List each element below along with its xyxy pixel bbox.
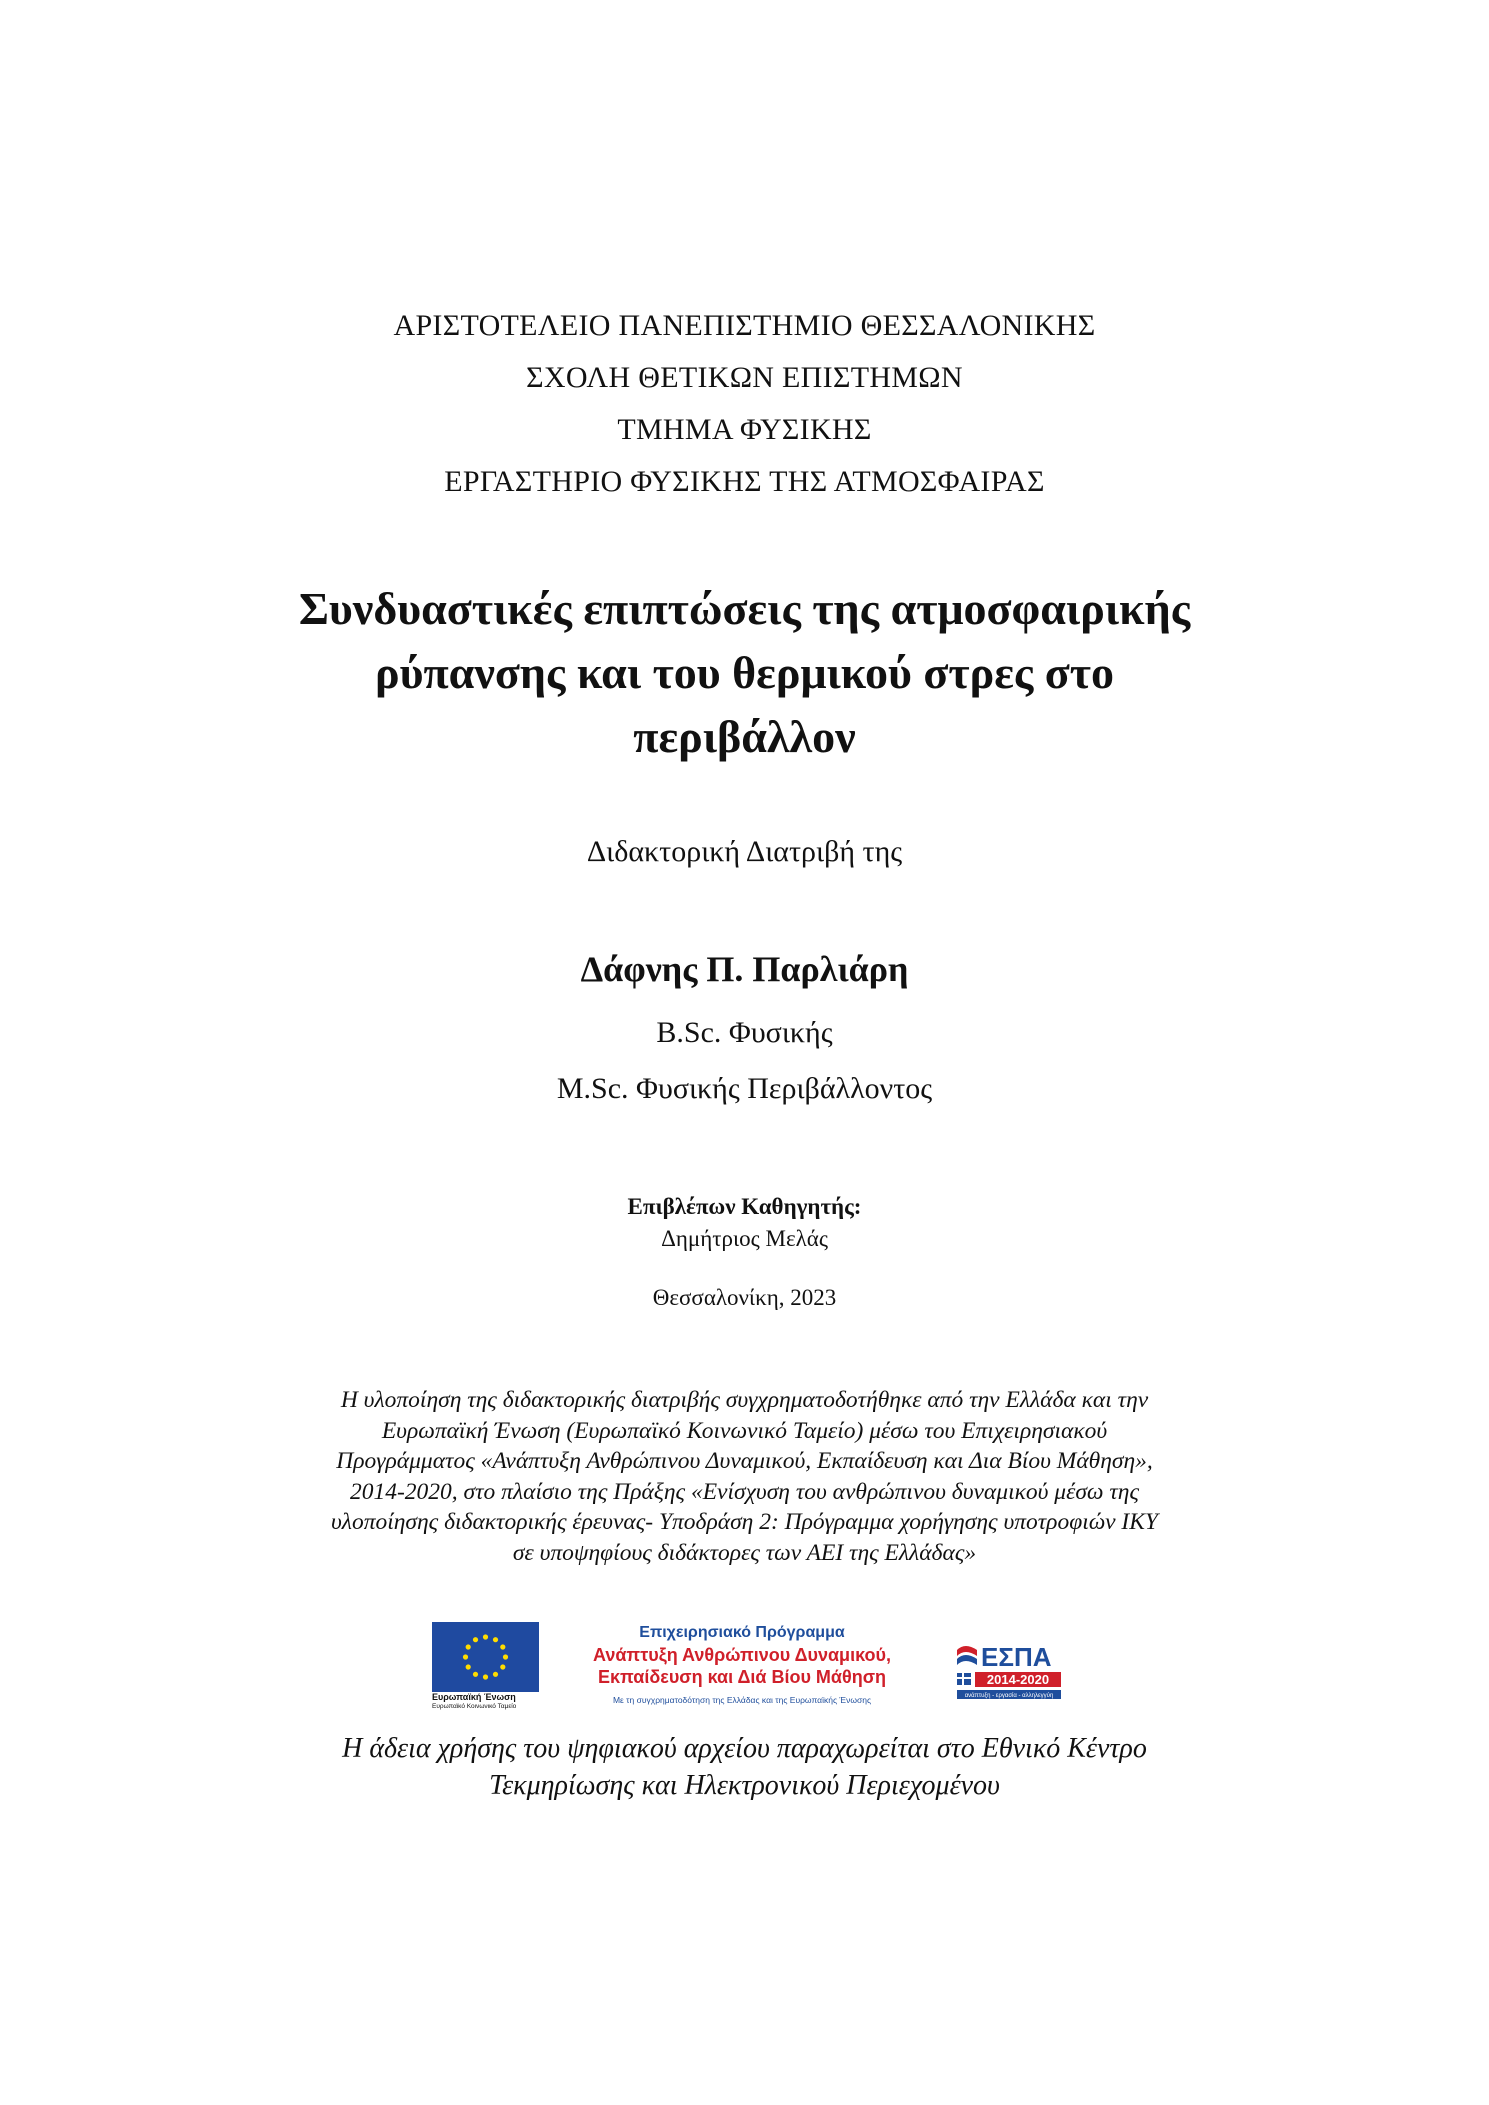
supervisor-block: [0, 1191, 1489, 1255]
eu-caption-line-2: Ευρωπαϊκό Κοινωνικό Ταμείο: [432, 1703, 517, 1710]
place-date: Θεσσαλονίκη, 2023: [652, 1285, 837, 1310]
degree-msc: M.Sc. Φυσικής Περιβάλλοντος: [556, 1072, 933, 1105]
funding-line-2: Ευρωπαϊκή Ένωση (Ευρωπαϊκό Κοινωνικό Ταμείο) μέσω του Επιχειρησιακού: [381, 1417, 1108, 1444]
funding-line-3: Προγράμματος «Ανάπτυξη Ανθρώπινου Δυναμικού, Εκπαίδευση και Δια Βίου Μάθηση»,: [336, 1448, 1153, 1474]
eu-caption-line-1: Ευρωπαϊκή Ένωση: [432, 1692, 516, 1702]
op-logo-line-2: Ανάπτυξη Ανθρώπινου Δυναμικού,: [593, 1645, 891, 1665]
espa-title: ΕΣΠΑ: [981, 1642, 1052, 1672]
university-name: ΑΡΙΣΤΟΤΕΛΕΙΟ ΠΑΝΕΠΙΣΤΗΜΙΟ ΘΕΣΣΑΛΟΝΙΚΗΣ: [393, 309, 1096, 342]
school-name: ΣΧΟΛΗ ΘΕΤΙΚΩΝ ΕΠΙΣΤΗΜΩΝ: [526, 361, 963, 394]
author-name: Δάφνης Π. Παρλιάρη: [580, 949, 909, 989]
op-logo-line-4: Με τη συγχρηματοδότηση της Ελλάδας και της Ευρωπαϊκής Ένωσης: [612, 1695, 872, 1705]
espa-tagline: ανάπτυξη - εργασία - αλληλεγγύη: [964, 1693, 1054, 1699]
espa-years: 2014-2020: [986, 1672, 1050, 1687]
supervisor-label: Επιβλέπων Καθηγητής:: [627, 1194, 862, 1219]
license-line-2: Τεκμηρίωσης και Ηλεκτρονικού Περιεχομένου: [489, 1770, 1000, 1801]
funding-line-4: 2014-2020, στο πλαίσιο της Πράξης «Ενίσχυση του ανθρώπινου δυναμικού μέσω της: [349, 1478, 1140, 1505]
department-name: ΤΜΗΜΑ ΦΥΣΙΚΗΣ: [617, 413, 872, 446]
author-degrees: [0, 1005, 1489, 1117]
laboratory-name: ΕΡΓΑΣΤΗΡΙΟ ΦΥΣΙΚΗΣ ΤΗΣ ΑΤΜΟΣΦΑΙΡΑΣ: [444, 465, 1045, 498]
op-logo-line-3: Εκπαίδευση και Διά Βίου Μάθηση: [597, 1667, 887, 1687]
thesis-title: [150, 577, 1339, 769]
funding-line-5: υλοποίησης διδακτορικής έρευνας- Υποδράση 2: Πρόγραμμα χορήγησης υποτροφιών ΙΚΥ: [330, 1509, 1159, 1535]
title-line-1: Συνδυαστικές επιπτώσεις της ατμοσφαιρικής: [298, 583, 1191, 634]
funding-line-6: σε υποψηφίους διδάκτορες των ΑΕΙ της Ελλάδας»: [512, 1539, 977, 1566]
title-line-2: ρύπανσης και του θερμικού στρες στο: [374, 647, 1115, 698]
institution-header: [0, 300, 1489, 508]
thesis-of-label: Διδακτορική Διατριβή της: [586, 835, 903, 868]
operational-programme-logo: [572, 1622, 912, 1708]
funding-statement: [180, 1385, 1309, 1568]
funding-logos: [0, 1622, 1489, 1732]
eu-logo-caption: [432, 1693, 539, 1711]
degree-bsc: B.Sc. Φυσικής: [656, 1016, 833, 1049]
espa-logo: [955, 1640, 1065, 1710]
license-line-1: Η άδεια χρήσης του ψηφιακού αρχείου παραχωρείται στο Εθνικό Κέντρο: [342, 1733, 1147, 1764]
op-logo-line-1: Επιχειρησιακό Πρόγραμμα: [639, 1624, 845, 1641]
funding-line-1: Η υλοποίηση της διδακτορικής διατριβής συγχρηματοδοτήθηκε από την Ελλάδα και την: [340, 1387, 1149, 1413]
license-statement: [220, 1730, 1269, 1804]
title-line-3: περιβάλλον: [633, 711, 856, 762]
supervisor-name: Δημήτριος Μελάς: [661, 1226, 828, 1251]
